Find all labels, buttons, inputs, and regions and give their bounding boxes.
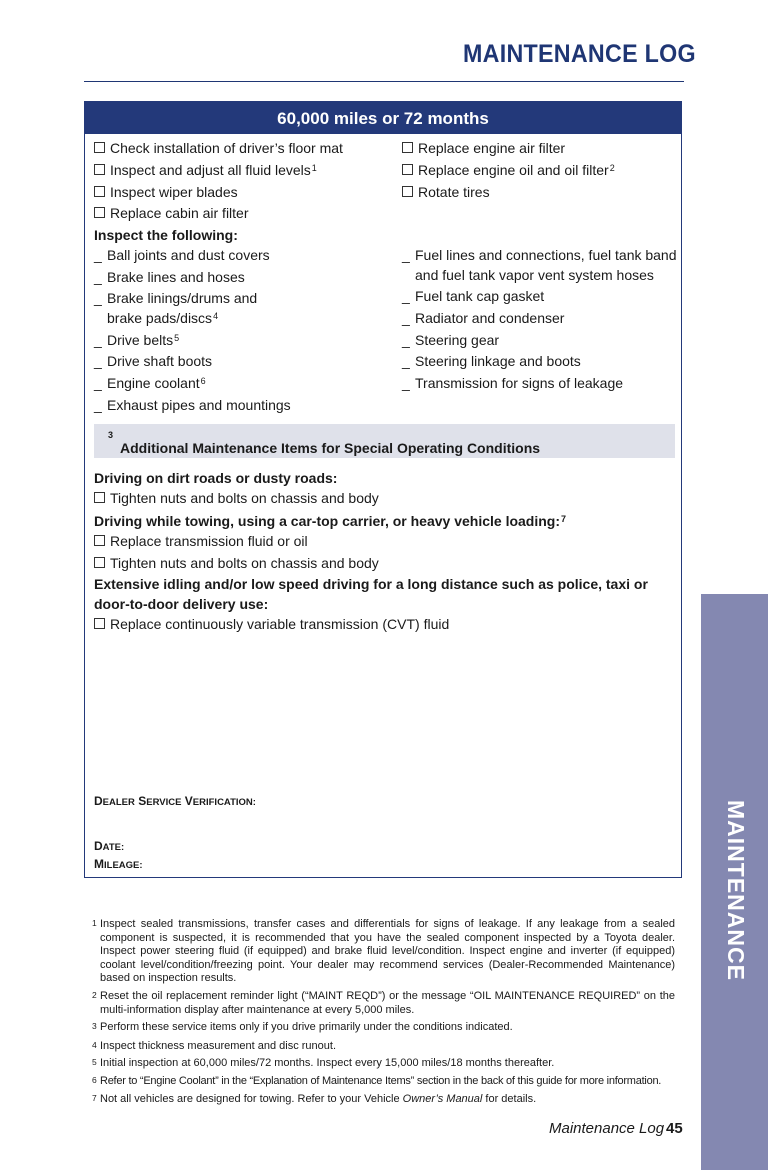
checklist-item [94,615,449,633]
checkbox[interactable] [94,164,105,175]
checklist-item [94,139,343,157]
inspect-item: _ Steering linkage and boots [402,353,581,369]
inspect-item-label: Steering linkage and boots [415,353,581,369]
inspect-item: _ Ball joints and dust covers [94,247,270,263]
checklist-item-label: Replace transmission fluid or oil [110,533,308,549]
checklist-item-label: Replace cabin air filter [110,205,249,221]
checklist-item-label: Tighten nuts and bolts on chassis and body [110,490,379,506]
checklist-item-label: Replace continuously variable transmission (CVT) fluid [110,616,450,632]
checklist-item-label: Inspect and adjust all fluid levels [110,162,311,178]
footnote: 2 Reset the oil replacement reminder light (“MAINT REQD”) or the message “OIL MAINTENANCE REQUIRED” on the multi-information display after maintenance at every 5,000 miles. [92,990,675,1016]
dealer-service-verification-label: DEALER SERVICE VERIFICATION: [94,794,256,808]
checkbox[interactable] [402,186,413,197]
footnote-text: Perform these service items only if you drive primarily under the conditions indicated. [100,1021,513,1033]
inspect-item: _ Radiator and condenser [402,310,565,326]
checklist-item [94,161,317,179]
inspect-item-label: Fuel tank cap gasket [415,288,545,304]
footnote-text: Refer to “Engine Coolant” in the “Explanation of Maintenance Items” section in the back of this guide for more information. [100,1075,662,1087]
checkbox[interactable] [94,142,105,153]
checklist-item [94,183,238,201]
footnote-ref: 3 [108,430,114,440]
inspect-item-label: brake pads/discs [107,310,213,326]
inspect-item: _ Fuel tank cap gasket [402,288,545,304]
inspect-item-label: and fuel tank vapor vent system hoses [415,267,654,283]
checklist-item [402,183,490,201]
footer-label: Maintenance Log [549,1120,665,1137]
footnote: 3 Perform these service items only if you drive primarily under the conditions indicated. [92,1021,675,1035]
maintenance-box [84,101,682,878]
checkbox[interactable] [94,618,105,629]
footnote: 1 Inspect sealed transmissions, transfer cases and differentials for signs of leakage. If any leakage from a sealed component is suspected, it is recommended that you have the sealed component inspected by a Toyota dealer. Inspect power steering fluid (if equipped) and brake fluid level/condition. Inspect engine and inverter (if equipped) coolant level/condition/freezing point. Your dealer may recommend services (Dealer-Recommended Maintenance) based on inspection results. [92,918,675,985]
footnote-ref: 1 [311,163,317,173]
inspect-item-label: Fuel lines and connections, fuel tank band [415,247,677,263]
page-title: MAINTENANCE LOG [463,40,696,68]
inspect-item-label: Ball joints and dust covers [107,247,270,263]
date-label: DATE: [94,839,125,853]
checkbox[interactable] [94,535,105,546]
title-rule [84,81,684,82]
inspect-item-label: Exhaust pipes and mountings [107,397,291,413]
footnote-ref: 4 [213,311,219,321]
checklist-item [94,532,308,550]
mileage-label: MILEAGE: [94,857,143,871]
footnote-ref: 7 [561,514,567,524]
checklist-item-label: Check installation of driver’s floor mat [110,140,343,156]
special-conditions-band [94,424,675,458]
checklist-item-label: Rotate tires [418,184,490,200]
checkbox[interactable] [402,164,413,175]
footnote: 7 Not all vehicles are designed for towing. Refer to your Vehicle Owner’s Manual for details. [92,1093,675,1107]
footnote: 5 Initial inspection at 60,000 miles/72 months. Inspect every 15,000 miles/18 months thereafter. [92,1057,675,1071]
inspect-item-continued [107,309,218,327]
checklist-item-label: Replace engine air filter [418,140,566,156]
inspect-item-label: Transmission for signs of leakage [415,375,624,391]
inspect-item: _ Transmission for signs of leakage [402,375,624,391]
side-tab-label: MAINTENANCE [723,800,749,981]
inspect-item-label: Brake linings/drums and [107,290,258,306]
inspect-item: _ Exhaust pipes and mountings [94,397,291,413]
footnote-text: Inspect thickness measurement and disc runout. [100,1040,337,1052]
footnote-text: Not all vehicles are designed for towing. Refer to your Vehicle Owner’s Manual for details. [100,1093,537,1105]
towing-heading: Driving while towing, using a car-top carrier, or heavy vehicle loading:$^7$ [94,513,567,529]
footnote-text: Reset the oil replacement reminder light (“MAINT REQD”) or the message “OIL MAINTENANCE REQUIRED” on the multi-information display after maintenance at every 5,000 miles. [100,990,675,1016]
checklist-item [94,489,379,507]
inspect-item: _ Brake linings/drums and [94,290,258,306]
footnote-ref: 5 [174,333,180,343]
checklist-item-label: Inspect wiper blades [110,184,238,200]
checkbox[interactable] [94,207,105,218]
page-number: 45 [666,1120,683,1137]
checkbox[interactable] [94,186,105,197]
checklist-item [94,204,249,222]
inspect-item-label: Steering gear [415,332,500,348]
inspect-heading: Inspect the following: [94,227,238,243]
idling-heading: Extensive idling and/or low speed driving for a long distance such as police, taxi or [94,576,648,592]
dirt-roads-heading: Driving on dirt roads or dusty roads: [94,470,338,486]
section-header: 60,000 miles or 72 months [85,102,681,134]
checklist-item [94,554,379,572]
special-conditions-heading: Additional Maintenance Items for Special Operating Conditions $^3$ [108,430,541,456]
inspect-item-label: Drive shaft boots [107,353,213,369]
inspect-item: _ Fuel lines and connections, fuel tank band [402,247,677,263]
inspect-item: _ Drive shaft boots [94,353,213,369]
footnote-text: Inspect sealed transmissions, transfer cases and differentials for signs of leakage. If any leakage from a sealed component is suspected, it is recommended that you have the sealed component inspected by a Toyota dealer. Inspect power steering fluid (if equipped) and brake fluid level/condition. Inspect engine and inverter (if equipped) coolant level/condition/freezing point. Your dealer may recommend services (Dealer-Recommended Maintenance) based on inspection results. [100,918,675,985]
checklist-item [402,139,565,157]
inspect-item-label: Radiator and condenser [415,310,565,326]
inspect-item-label: Drive belts [107,332,174,348]
inspect-item: _ Steering gear [402,332,500,348]
footnote: 6 Refer to “Engine Coolant” in the “Explanation of Maintenance Items” section in the back of this guide for more information. [92,1075,675,1089]
inspect-item: _ Drive belts$^5$ [94,332,180,348]
checklist-item [402,161,615,179]
checklist-item-label: Replace engine oil and oil filter [418,162,609,178]
checkbox[interactable] [94,492,105,503]
inspect-item-label: Brake lines and hoses [107,269,245,285]
inspect-item-continued [415,266,654,284]
footnote: 4 Inspect thickness measurement and disc runout. [92,1040,675,1054]
footnote-ref: 6 [200,376,206,386]
inspect-item: _ Engine coolant$^6$ [94,375,206,391]
footnote-ref: 2 [609,163,615,173]
idling-heading-continued: door-to-door delivery use: [94,596,269,612]
inspect-item: _ Brake lines and hoses [94,269,245,285]
checklist-item-label: Tighten nuts and bolts on chassis and body [110,555,379,571]
checkbox[interactable] [402,142,413,153]
footnote-text: Initial inspection at 60,000 miles/72 months. Inspect every 15,000 miles/18 months thereafter. [100,1057,555,1069]
inspect-item-label: Engine coolant [107,375,200,391]
checkbox[interactable] [94,557,105,568]
